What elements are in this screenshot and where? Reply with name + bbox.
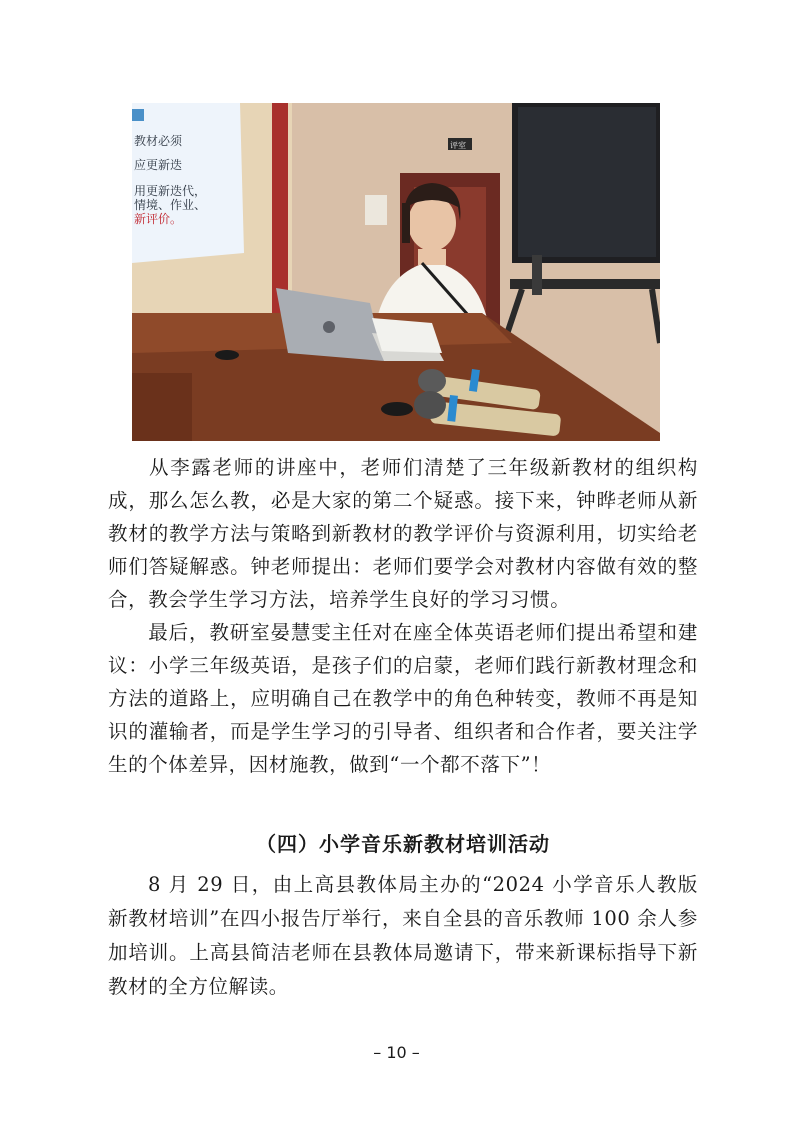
paragraph-lecture-summary [108, 451, 698, 616]
exit-sign-text: 评室 [450, 141, 466, 150]
slide-line-3: 用更新迭代， [134, 184, 207, 198]
section-heading: （四）小学音乐新教材培训活动 [256, 832, 550, 856]
lecture-photo-illustration [132, 103, 660, 441]
paragraph-music-training [108, 868, 698, 1004]
slide-line-4: 情境、作业、 [134, 198, 207, 212]
page-number: – 10 – [373, 1043, 420, 1062]
slide-line-1: 教材必须 [134, 134, 183, 148]
speaker [408, 195, 456, 251]
slide-line-2: 应更新迭 [134, 158, 183, 172]
slide-line-5: 新评价。 [134, 212, 183, 226]
paragraph-text: 最后，教研室晏慧雯主任对在座全体英语老师们提出希望和建议：小学三年级英语，是孩子们的启蒙，老师们践行新教材理念和方法的道路上，应明确自己在教学中的角色种转变，教师不再是知识的灌输者，而是学生学习的引导者、组织者和合作者，要关注学生的个体差异，因材施教，做到“一个都不落下”！ [108, 621, 698, 776]
paragraph-closing-remarks [108, 616, 698, 781]
projected-slide [132, 103, 244, 263]
lecture-photo [132, 103, 660, 441]
paragraph-text: 8 月 29 日，由上高县教体局主办的“2024 小学音乐人教版新教材培训”在四小报告厅举行，来自全县的音乐教师 100 余人参加培训。上高县简洁老师在县教体局邀请下，带来新课标指导下新教材的全方位解读。 [108, 873, 698, 998]
paragraph-text: 从李露老师的讲座中，老师们清楚了三年级新教材的组织构成，那么怎么教，必是大家的第二个疑惑。接下来，钟晔老师从新教材的教学方法与策略到新教材的教学评价与资源利用，切实给老师们答疑解惑。钟老师提出：老师们要学会对教材内容做有效的整合，教会学生学习方法，培养学生良好的学习习惯。 [108, 456, 698, 611]
